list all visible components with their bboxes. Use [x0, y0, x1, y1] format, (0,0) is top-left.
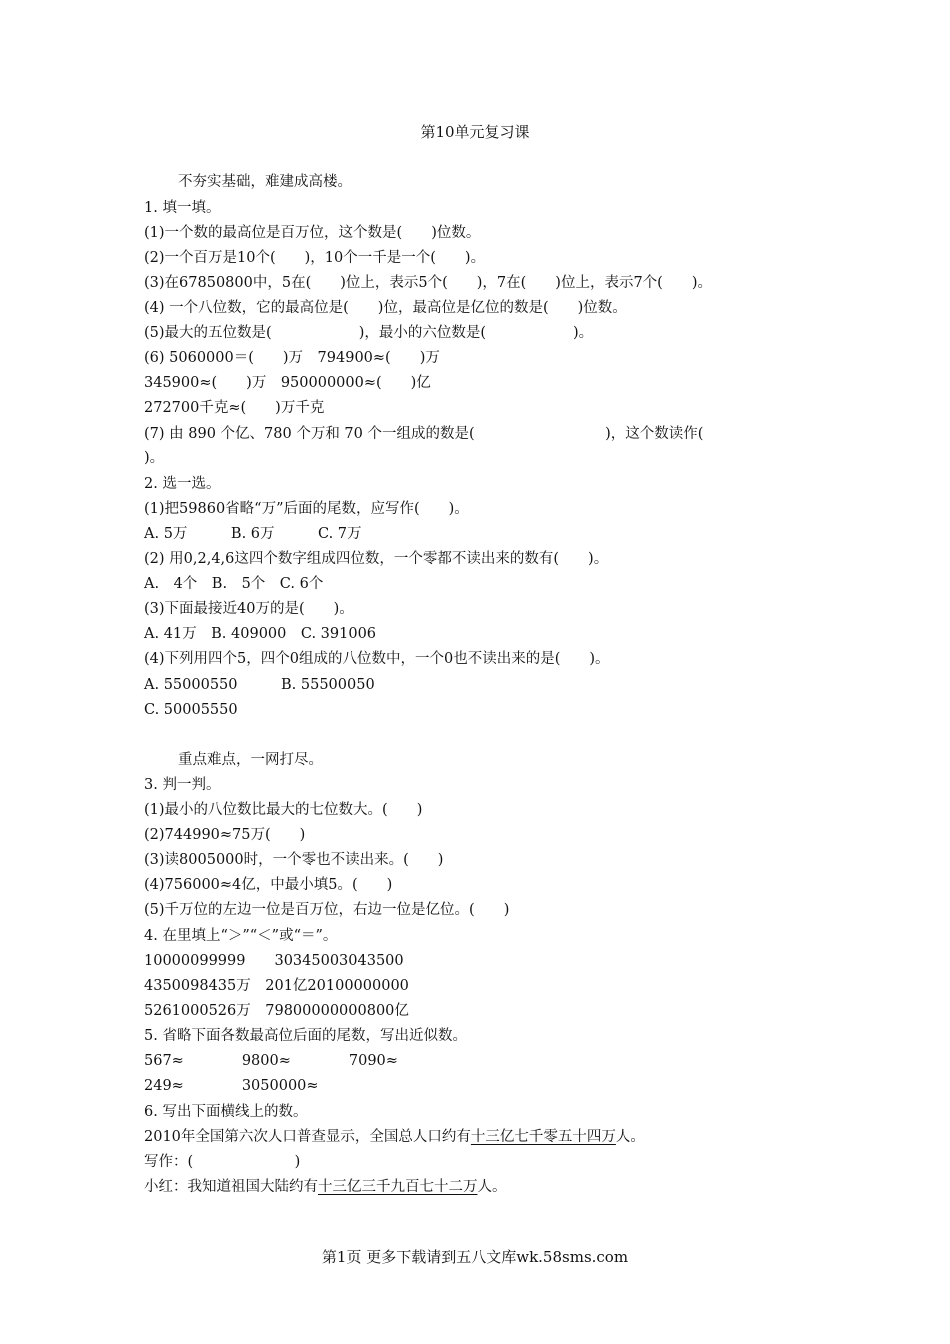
question-3-item: (4)756000≈4亿，中最小填5。( ) — [144, 877, 393, 893]
question-2-item: (4)下列用四个5，四个0组成的八位数中，一个0也不读出来的是( )。 — [144, 651, 610, 667]
question-2-item: (1)把59860省略“万”后面的尾数，应写作( )。 — [144, 501, 469, 517]
question-2-item: A. 5万 B. 6万 C. 7万 — [144, 526, 362, 542]
question-3-item: (2)744990≈75万( ) — [144, 827, 306, 843]
question-1-item: )。 — [144, 450, 165, 466]
page-footer: 第1页 更多下载请到五八文库wk.58sms.com — [321, 1248, 629, 1266]
question-2-item: (3)下面最接近40万的是( )。 — [144, 601, 354, 617]
question-1-item: (1)一个数的最高位是百万位，这个数是( )位数。 — [144, 225, 481, 241]
section-heading-basics: 不夯实基础，难建成高楼。 — [178, 174, 352, 190]
question-4-label: 4. 在里填上“＞”“＜”或“＝”。 — [144, 928, 338, 944]
question-4-item: 10000099999 30345003043500 — [144, 953, 404, 969]
question-3-label: 3. 判一判。 — [144, 777, 221, 793]
question-6-label: 6. 写出下面横线上的数。 — [144, 1104, 308, 1120]
sentence-text: 人。 — [615, 1129, 645, 1145]
question-1-item: (6) 5060000＝( )万 794900≈( )万 — [144, 350, 440, 366]
question-1-label: 1. 填一填。 — [144, 200, 221, 216]
section-heading-key-points: 重点难点，一网打尽。 — [178, 752, 323, 768]
question-3-item: (1)最小的八位数比最大的七位数大。( ) — [144, 802, 423, 818]
sentence-text: 2010年全国第六次人口普查显示，全国总人口约有 — [144, 1129, 471, 1145]
question-2-item: A. 41万 B. 409000 C. 391006 — [144, 626, 377, 642]
question-2-label: 2. 选一选。 — [144, 476, 221, 492]
question-1-item: (7) 由 890 个亿、780 个万和 70 个一组成的数是( )，这个数读作( — [144, 426, 704, 442]
question-3-item: (3)读8005000时，一个零也不读出来。( ) — [144, 852, 444, 868]
underlined-number-words: 十三亿七千零五十四万 — [470, 1129, 616, 1145]
question-5-item: 567≈ 9800≈ 7090≈ — [144, 1053, 398, 1069]
question-2-item: A. 55000550 B. 55500050 — [144, 677, 375, 693]
sentence-text: 人。 — [477, 1179, 507, 1195]
question-1-item: 345900≈( )万 950000000≈( )亿 — [144, 375, 431, 391]
question-5-label: 5. 省略下面各数最高位后面的尾数，写出近似数。 — [144, 1028, 467, 1044]
question-6-sentence-1 — [144, 1127, 814, 1147]
question-1-item: (4) 一个八位数，它的最高位是( )位，最高位是亿位的数是( )位数。 — [144, 300, 627, 316]
question-5-item: 249≈ 3050000≈ — [144, 1078, 319, 1094]
question-2-item: C. 50005550 — [144, 702, 238, 718]
question-6-answer-blank: 写作：( ) — [144, 1154, 301, 1170]
sentence-text: 小红：我知道祖国大陆约有 — [144, 1179, 318, 1195]
question-3-item: (5)千万位的左边一位是百万位，右边一位是亿位。( ) — [144, 902, 510, 918]
question-1-item: (3)在67850800中，5在( )位上，表示5个( )，7在( )位上，表示7个( )。 — [144, 275, 712, 291]
question-6-sentence-2 — [144, 1177, 814, 1197]
question-1-item: 272700千克≈( )万千克 — [144, 400, 325, 416]
question-4-item: 5261000526万 79800000000800亿 — [144, 1003, 409, 1019]
question-4-item: 4350098435万 201亿20100000000 — [144, 978, 409, 994]
page-title: 第10单元复习课 — [420, 123, 530, 141]
question-2-item: (2) 用0,2,4,6这四个数字组成四位数，一个零都不读出来的数有( )。 — [144, 551, 609, 567]
question-1-item: (5)最大的五位数是( )，最小的六位数是( )。 — [144, 325, 594, 341]
question-2-item: A. 4个 B. 5个 C. 6个 — [144, 576, 324, 592]
underlined-number-words: 十三亿三千九百七十二万 — [318, 1179, 478, 1195]
question-1-item: (2)一个百万是10个( )，10个一千是一个( )。 — [144, 250, 486, 266]
